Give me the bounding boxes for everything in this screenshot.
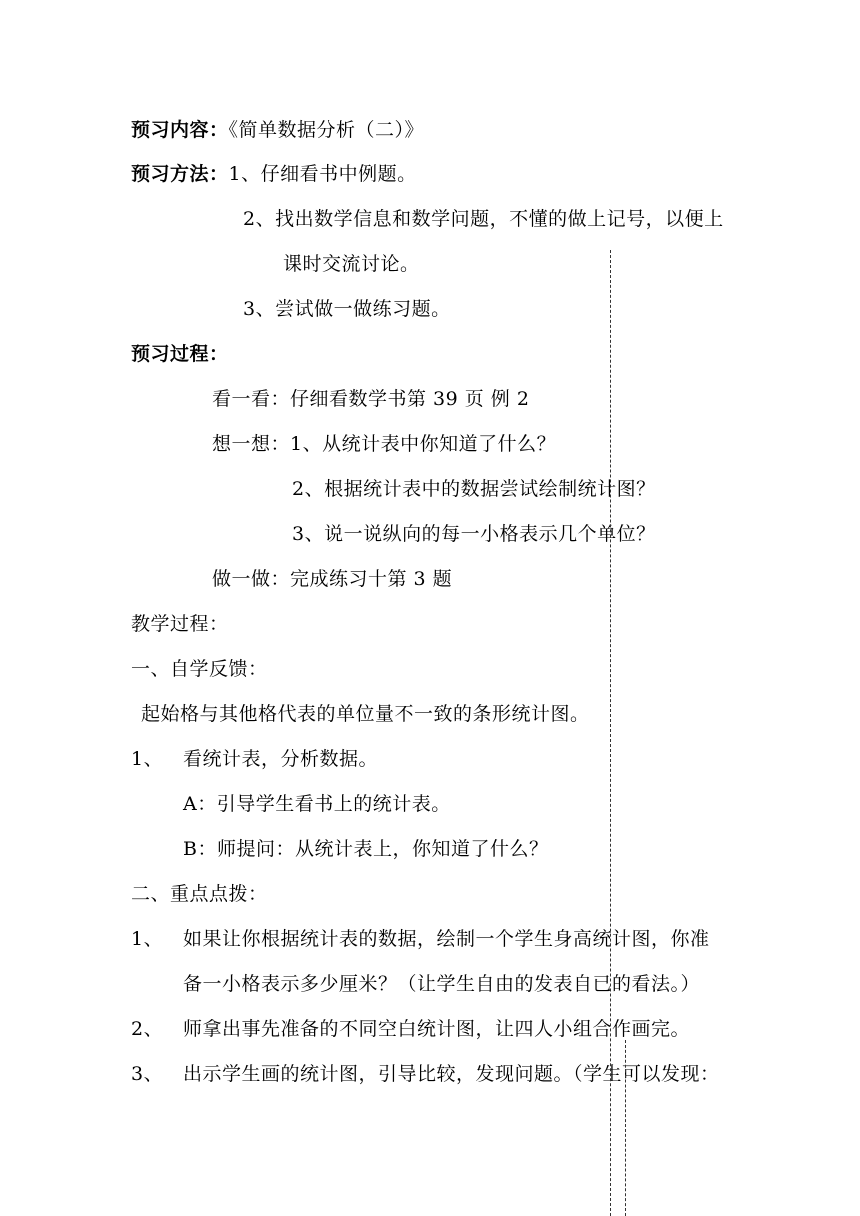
preview-think-line-2: 2、根据统计表中的数据尝试绘制统计图？ (292, 478, 656, 500)
preview-do-line: 做一做：完成练习十第 3 题 (212, 568, 453, 590)
preview-content-label: 预习内容： (131, 119, 229, 141)
preview-content-line (131, 118, 424, 142)
section-1-item-1-a: A：引导学生看书上的统计表。 (183, 793, 451, 815)
section-2-item-2-number: 2、 (131, 1018, 164, 1040)
preview-method-line (131, 162, 417, 186)
section-2-item-3 (131, 1062, 720, 1086)
preview-method-item-1: 1、仔细看书中例题。 (228, 163, 417, 185)
section-1-title: 一、自学反馈： (131, 658, 268, 680)
preview-method-item-2a: 2、找出数学信息和数学问题，不懂的做上记号，以便上 (243, 208, 724, 230)
margin-dashed-line-right (625, 1040, 626, 1216)
preview-look-line: 看一看：仔细看数学书第 39 页 例 2 (212, 388, 530, 410)
preview-process-label: 预习过程： (131, 343, 229, 365)
section-2-item-1-text-b: 备一小格表示多少厘米？（让学生自由的发表自已的看法。） (183, 973, 701, 995)
teaching-process-title: 教学过程： (131, 613, 229, 635)
section-2-item-2-text: 师拿出事先准备的不同空白统计图，让四人小组合作画完。 (183, 1018, 691, 1040)
preview-method-label: 预习方法： (131, 163, 229, 185)
section-2-item-1-number: 1、 (131, 928, 164, 950)
preview-think-line-3: 3、说一说纵向的每一小格表示几个单位？ (292, 523, 656, 545)
section-2-title: 二、重点点拨： (131, 883, 268, 905)
section-1-item-1-text: 看统计表，分析数据。 (183, 748, 379, 770)
preview-method-item-2b: 课时交流讨论。 (283, 253, 420, 275)
preview-content-value: 《简单数据分析（二）》 (228, 119, 425, 141)
section-2-item-3-number: 3、 (131, 1063, 164, 1085)
margin-dashed-line-left (610, 250, 611, 1216)
preview-think-line-1: 想一想：1、从统计表中你知道了什么？ (212, 433, 557, 455)
section-2-item-2 (131, 1017, 690, 1041)
section-1-item-1 (131, 747, 378, 771)
section-1-intro: 起始格与其他格代表的单位量不一致的条形统计图。 (141, 703, 590, 725)
section-1-item-1-number: 1、 (131, 748, 164, 770)
section-1-item-1-b: B：师提问：从统计表上，你知道了什么？ (183, 838, 549, 860)
section-2-item-1-text-a: 如果让你根据统计表的数据，绘制一个学生身高统计图，你准 (183, 928, 710, 950)
section-2-item-3-text: 出示学生画的统计图，引导比较，发现问题。（学生可以发现： (183, 1063, 720, 1085)
preview-method-item-3: 3、尝试做一做练习题。 (243, 298, 451, 320)
section-2-item-1 (131, 927, 710, 951)
